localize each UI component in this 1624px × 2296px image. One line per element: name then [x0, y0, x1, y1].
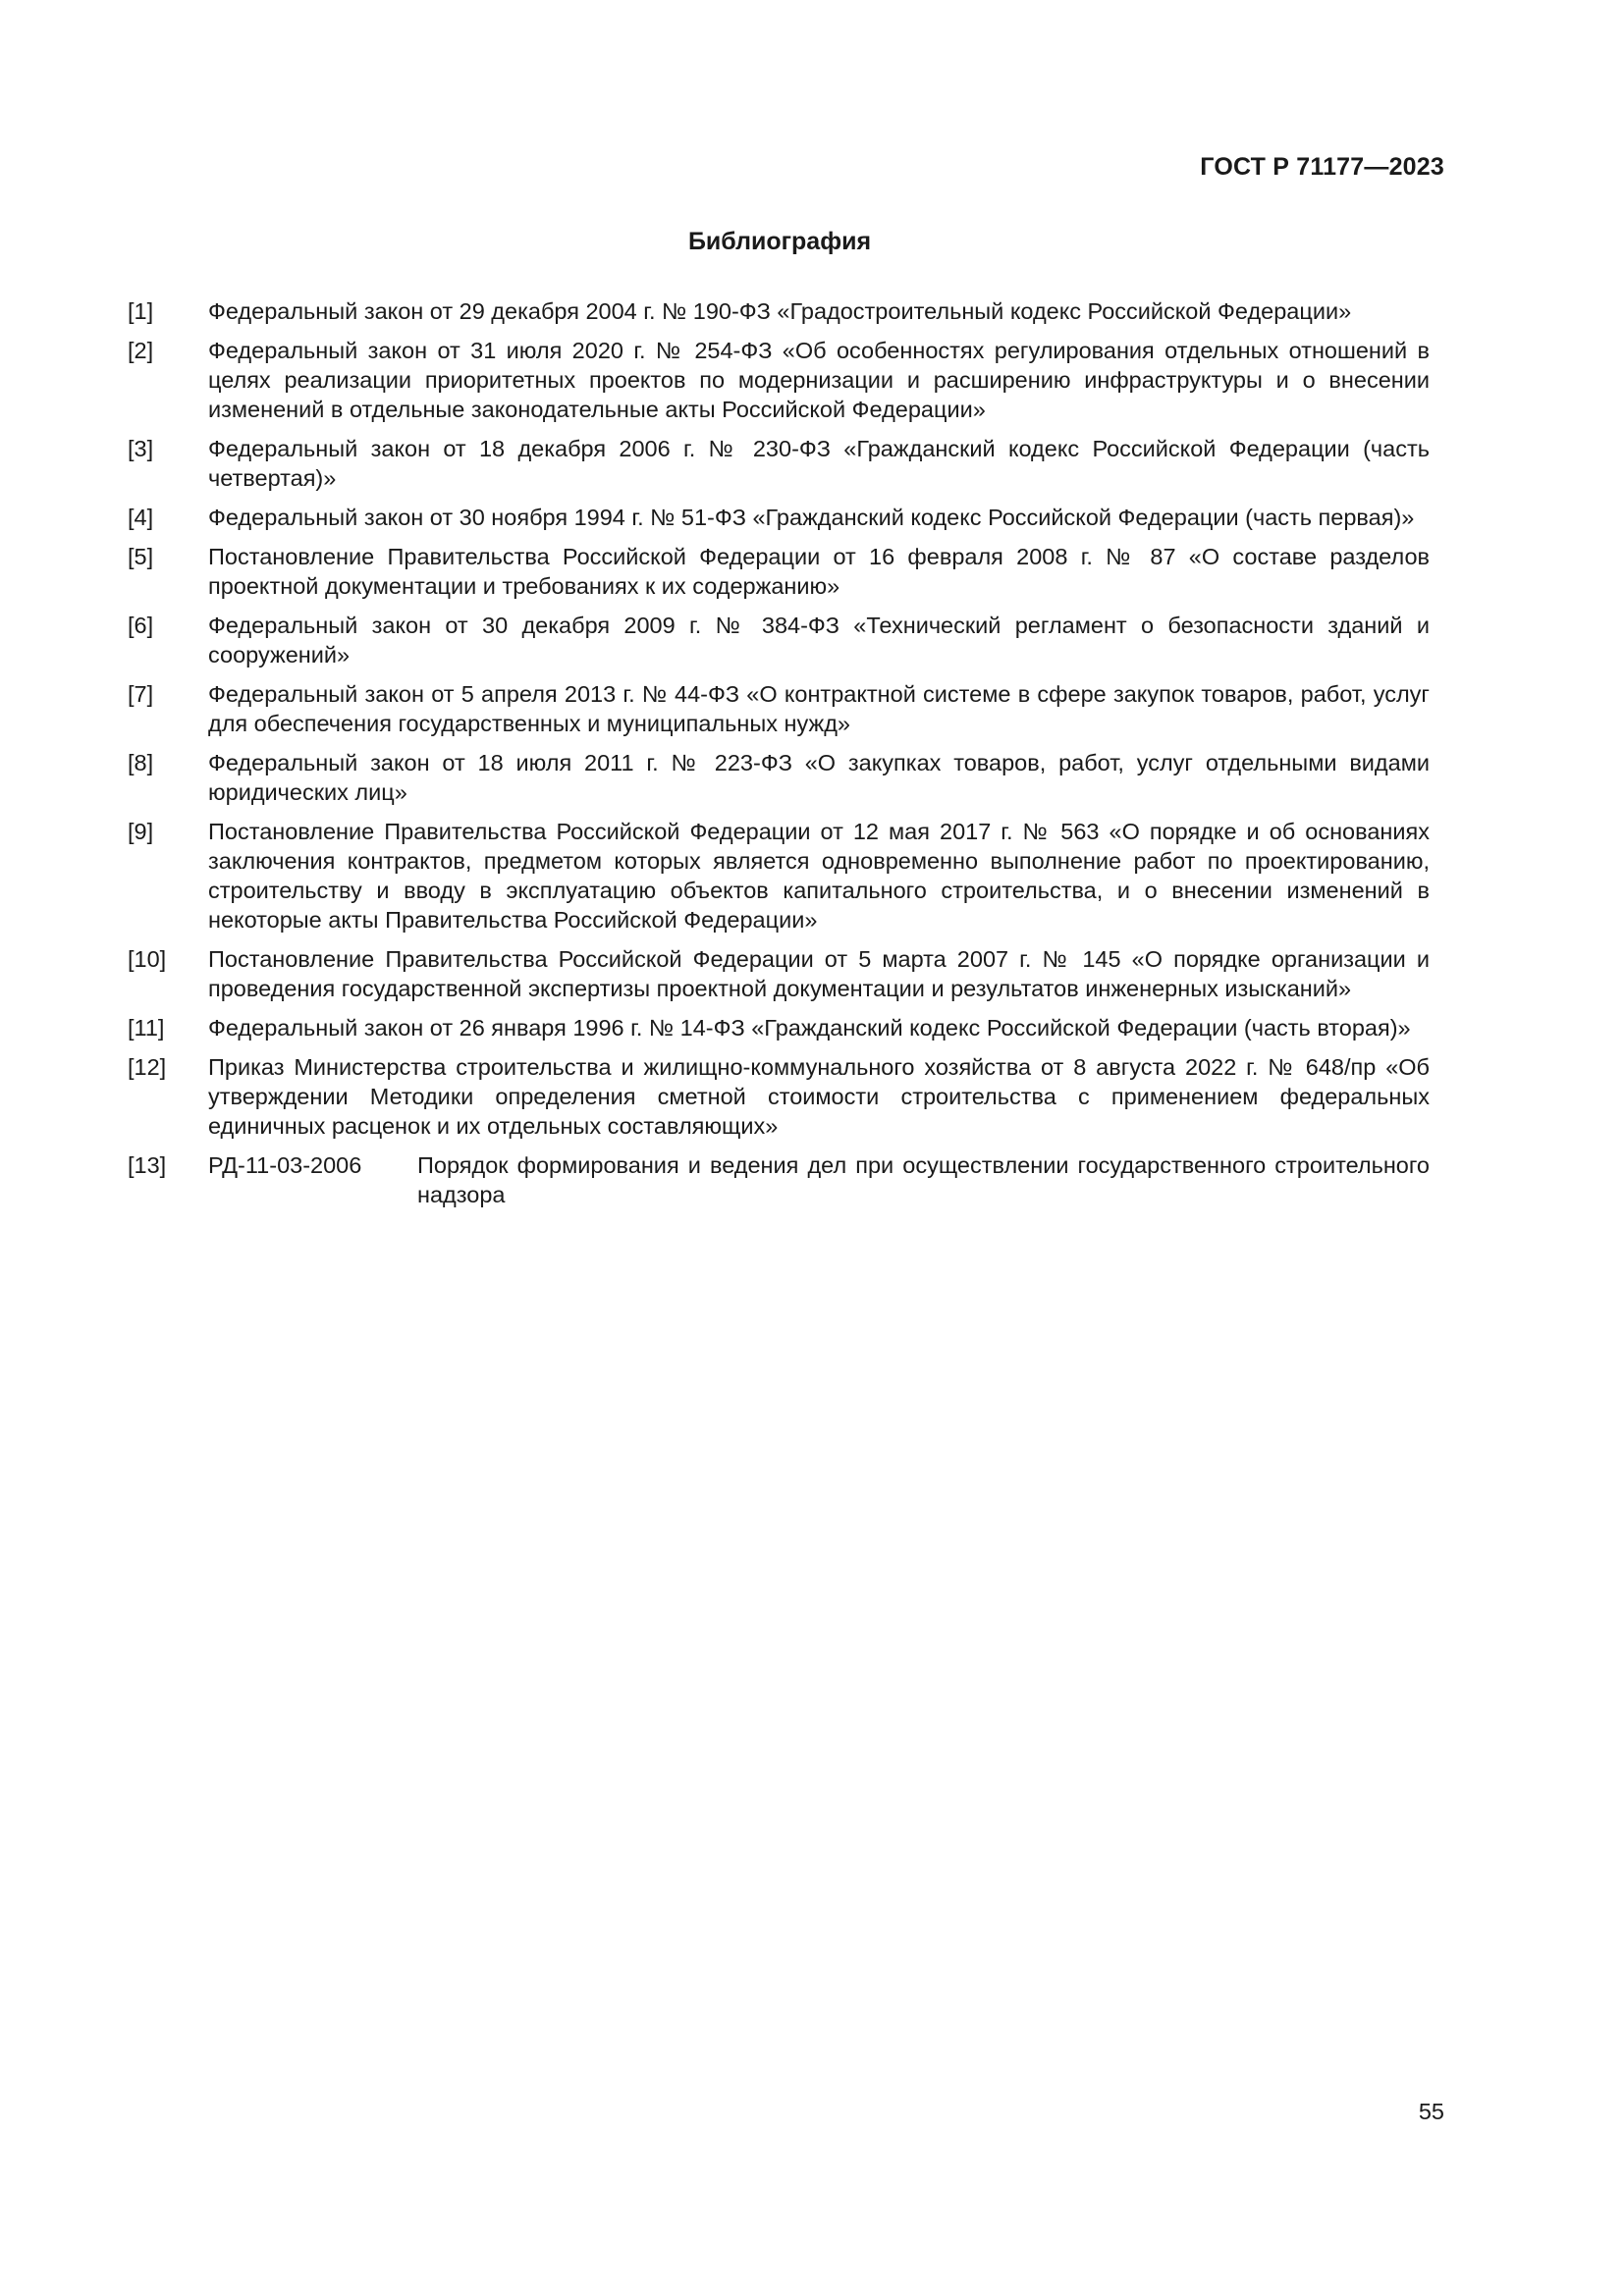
bibliography-entry [128, 748, 1430, 807]
bibliography-entry [128, 679, 1430, 738]
bibliography-entry [128, 434, 1430, 493]
page-title: Библиография [687, 228, 872, 255]
bibliography-entry [128, 1013, 1430, 1042]
bibliography-entry [128, 1150, 1430, 1209]
entry-text: Постановление Правительства Российской Федерации от 16 февраля 2008 г. № 87 «О составе разделов проектной документации и требованиях к их содержанию» [208, 544, 1430, 599]
entry-text: Федеральный закон от 30 ноября 1994 г. № 51-ФЗ «Гражданский кодекс Российской Федерации (часть первая)» [208, 505, 1415, 530]
entry-text: Федеральный закон от 5 апреля 2013 г. № 44-ФЗ «О контрактной системе в сфере закупок товаров, работ, услуг для обеспечения государственных и муниципальных нужд» [208, 681, 1430, 736]
bibliography-entry [128, 1052, 1430, 1141]
entry-text: Порядок формирования и ведения дел при осуществлении государственного строительного надзора [417, 1152, 1430, 1207]
entry-text: Федеральный закон от 26 января 1996 г. № 14-ФЗ «Гражданский кодекс Российской Федерации (часть вторая)» [208, 1015, 1411, 1041]
entry-text: Федеральный закон от 30 декабря 2009 г. № 384-ФЗ «Технический регламент о безопасности зданий и сооружений» [208, 613, 1430, 667]
entry-text: Федеральный закон от 29 декабря 2004 г. № 190-ФЗ «Градостроительный кодекс Российской Федерации» [208, 298, 1352, 324]
entry-text: Постановление Правительства Российской Федерации от 5 марта 2007 г. № 145 «О порядке организации и проведения государственной экспертизы проектной документации и результатов инженерных изысканий» [208, 946, 1430, 1001]
bibliography-entry [128, 817, 1430, 934]
entry-number: [7] [128, 681, 154, 707]
entry-number: [13] [128, 1152, 167, 1178]
entry-text: Федеральный закон от 18 декабря 2006 г. № 230-ФЗ «Гражданский кодекс Российской Федерации (часть четвертая)» [208, 436, 1430, 491]
entry-number: [9] [128, 819, 154, 844]
entry-number: [5] [128, 544, 154, 569]
bibliography-entry [128, 503, 1430, 532]
bibliography-entry [128, 336, 1430, 424]
entry-number: [4] [128, 505, 154, 530]
entry-number: [11] [128, 1015, 165, 1041]
entry-number: [6] [128, 613, 154, 638]
entry-number: [3] [128, 436, 154, 461]
entry-document-code: РД-11-03-2006 [208, 1152, 362, 1178]
bibliography-entry [128, 296, 1430, 326]
bibliography-list [128, 296, 1430, 1219]
page-number: 55 [1418, 2099, 1444, 2124]
standard-designation: ГОСТ Р 71177—2023 [1200, 153, 1444, 181]
entry-number: [12] [128, 1054, 167, 1080]
bibliography-entry [128, 542, 1430, 601]
entry-text: Приказ Министерства строительства и жилищно-коммунального хозяйства от 8 августа 2022 г. № 648/пр «Об утверждении Методики определения сметной стоимости строительства с применением федеральных единичных расценок и их отдельных составляющих» [208, 1054, 1430, 1139]
entry-number: [2] [128, 338, 154, 363]
entry-text: Федеральный закон от 31 июля 2020 г. № 254-ФЗ «Об особенностях регулирования отдельных отношений в целях реализации приоритетных проектов по модернизации и расширению инфраструктуры и о внесении изменений в отдельные законодательные акты Российской Федерации» [208, 338, 1430, 422]
entry-text: Федеральный закон от 18 июля 2011 г. № 223-ФЗ «О закупках товаров, работ, услуг отдельными видами юридических лиц» [208, 750, 1430, 805]
entry-text: Постановление Правительства Российской Федерации от 12 мая 2017 г. № 563 «О порядке и об основаниях заключения контрактов, предметом которых является одновременно выполнение работ по проектированию, строительству и вводу в эксплуатацию объектов капитального строительства, и о внесении изменений в некоторые акты Правительства Российской Федерации» [208, 819, 1430, 933]
entry-number: [8] [128, 750, 154, 775]
entry-number: [1] [128, 298, 154, 324]
entry-number: [10] [128, 946, 167, 972]
bibliography-entry [128, 944, 1430, 1003]
bibliography-entry [128, 611, 1430, 669]
